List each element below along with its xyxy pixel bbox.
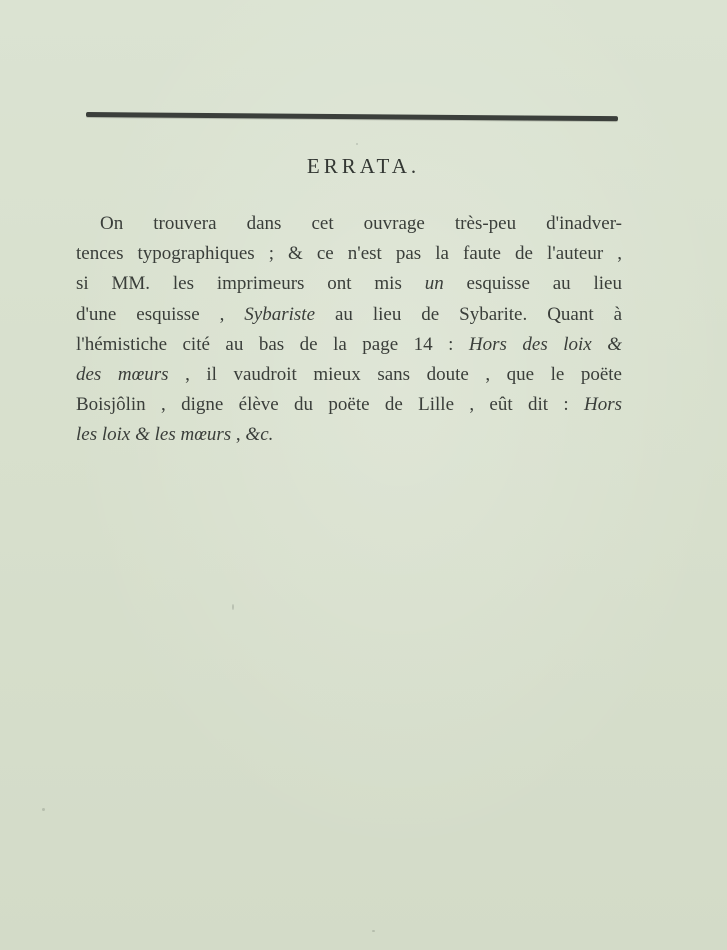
- text-run: esquisse au lieu: [443, 273, 622, 295]
- text-run: Boisjôlin , digne élève du poëte de Lille , eût dit :: [76, 394, 584, 416]
- paragraph-line: [76, 300, 622, 330]
- text-run: On trouvera dans cet ouvrage très-peu d'inadver-: [100, 213, 622, 234]
- paragraph-line: [76, 209, 622, 239]
- paragraph-line: [76, 269, 622, 299]
- italic-text-run: des mœurs: [76, 364, 169, 386]
- paragraph-line: [76, 239, 622, 269]
- paragraph-line: [76, 420, 622, 450]
- paragraph-line: [76, 330, 622, 360]
- text-run: , il vaudroit mieux sans doute , que le poëte: [168, 364, 622, 386]
- italic-text-run: les loix & les mœurs: [76, 424, 232, 446]
- text-run: d'une esquisse ,: [76, 303, 245, 325]
- paragraph-line: [76, 360, 622, 390]
- text-run: tences typographiques ; & ce n'est pas la faute de l'auteur ,: [76, 243, 622, 265]
- italic-text-run: Hors des loix &: [468, 333, 622, 355]
- text-run: ,: [231, 424, 246, 446]
- paper-speck: [372, 930, 375, 932]
- paper-speck: [356, 143, 358, 145]
- italic-text-run: Sybariste: [244, 303, 316, 325]
- paragraph-line: [76, 390, 622, 420]
- paper-speck: [232, 604, 234, 610]
- paper-speck: [42, 808, 45, 811]
- text-run: au lieu de Sybarite. Quant à: [315, 303, 623, 325]
- text-run: l'hémistiche cité au bas de la page 14 :: [76, 333, 469, 355]
- page-title: ERRATA.: [306, 154, 421, 178]
- italic-text-run: Hors: [583, 394, 622, 416]
- italic-text-run: un: [424, 273, 444, 295]
- text-run: si MM. les imprimeurs ont mis: [76, 273, 425, 295]
- italic-text-run: &c.: [245, 424, 274, 446]
- errata-paragraph: [76, 209, 622, 451]
- decorative-rule: [86, 112, 618, 121]
